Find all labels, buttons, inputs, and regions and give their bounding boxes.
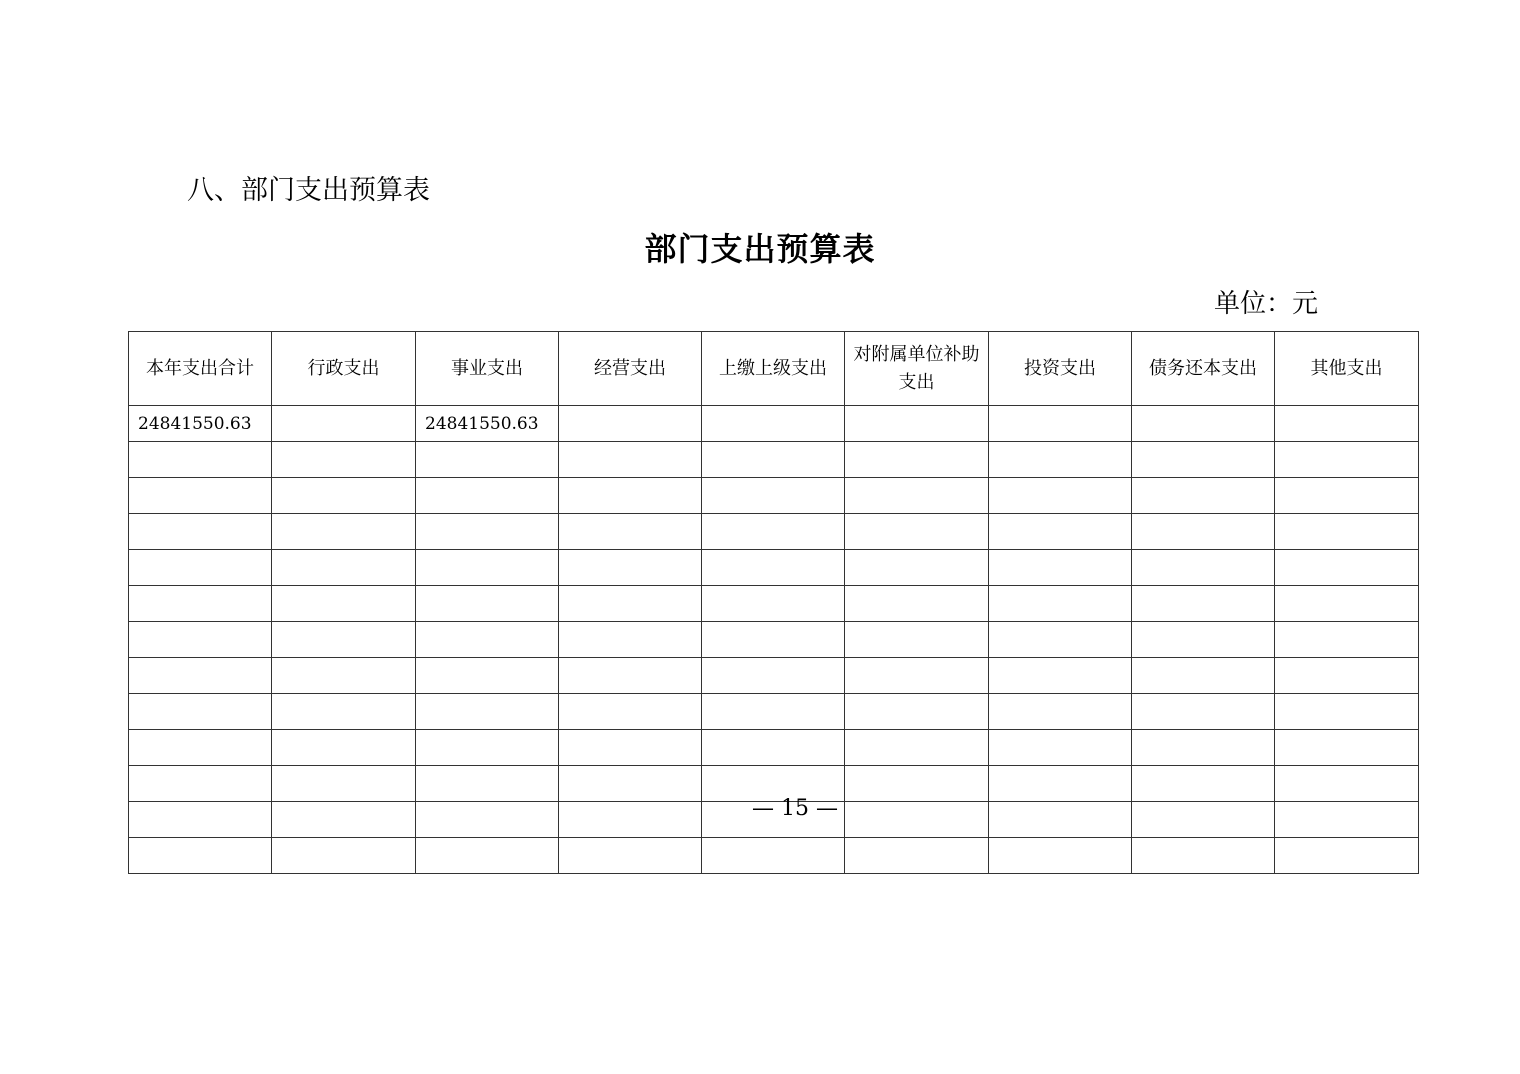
table-cell xyxy=(702,730,845,766)
table-cell xyxy=(845,838,989,874)
table-cell xyxy=(1132,766,1275,802)
table-cell xyxy=(1275,442,1419,478)
table-row xyxy=(129,622,1419,658)
table-cell xyxy=(272,694,416,730)
table-row xyxy=(129,838,1419,874)
table-cell xyxy=(129,838,272,874)
table-cell xyxy=(989,694,1132,730)
table-cell xyxy=(845,478,989,514)
header-administrative-expenditure: 行政支出 xyxy=(272,332,416,406)
table-cell xyxy=(559,730,702,766)
table-cell xyxy=(702,694,845,730)
table-row xyxy=(129,658,1419,694)
table-cell xyxy=(989,622,1132,658)
table-cell xyxy=(989,478,1132,514)
table-cell xyxy=(1132,406,1275,442)
table-cell xyxy=(129,730,272,766)
header-payment-to-superior: 上缴上级支出 xyxy=(702,332,845,406)
table-cell xyxy=(845,442,989,478)
table-cell xyxy=(1275,586,1419,622)
table-cell xyxy=(702,586,845,622)
table-header-row xyxy=(129,332,1419,406)
header-total-expenditure: 本年支出合计 xyxy=(129,332,272,406)
table-row xyxy=(129,442,1419,478)
table-cell xyxy=(129,514,272,550)
table-cell xyxy=(1275,838,1419,874)
table-cell xyxy=(416,694,559,730)
table-cell xyxy=(559,586,702,622)
table-cell xyxy=(272,730,416,766)
budget-table xyxy=(128,331,1419,874)
table-cell xyxy=(702,406,845,442)
table-cell xyxy=(989,766,1132,802)
table-cell xyxy=(416,442,559,478)
table-cell xyxy=(989,514,1132,550)
table-cell xyxy=(1132,442,1275,478)
table-cell xyxy=(559,766,702,802)
table-cell xyxy=(1275,694,1419,730)
page-number: — 15 — xyxy=(752,796,838,821)
table-cell xyxy=(272,442,416,478)
table-cell xyxy=(129,550,272,586)
table-cell xyxy=(272,586,416,622)
section-heading: 八、部门支出预算表 xyxy=(187,175,430,206)
table-cell xyxy=(1275,658,1419,694)
header-other-expenditure: 其他支出 xyxy=(1275,332,1419,406)
table-cell xyxy=(1132,730,1275,766)
table-row xyxy=(129,406,1419,442)
table-cell xyxy=(1275,514,1419,550)
table-cell xyxy=(702,514,845,550)
table-cell xyxy=(845,802,989,838)
table-cell xyxy=(416,730,559,766)
table-cell xyxy=(416,658,559,694)
table-cell xyxy=(989,838,1132,874)
table-cell xyxy=(559,802,702,838)
table-cell xyxy=(702,478,845,514)
table-cell xyxy=(1132,514,1275,550)
table-cell xyxy=(845,766,989,802)
table-cell xyxy=(845,586,989,622)
table-cell xyxy=(272,658,416,694)
table-cell xyxy=(845,658,989,694)
table-row xyxy=(129,694,1419,730)
table-cell xyxy=(559,406,702,442)
table-cell xyxy=(989,586,1132,622)
table-cell xyxy=(416,766,559,802)
table-cell xyxy=(1275,406,1419,442)
header-debt-principal-repayment: 债务还本支出 xyxy=(1132,332,1275,406)
table-cell xyxy=(416,802,559,838)
table-cell xyxy=(702,658,845,694)
table-cell xyxy=(416,622,559,658)
table-cell xyxy=(559,442,702,478)
header-operating-expenditure: 经营支出 xyxy=(559,332,702,406)
table-row xyxy=(129,586,1419,622)
table-row xyxy=(129,766,1419,802)
table-cell xyxy=(845,622,989,658)
header-investment-expenditure: 投资支出 xyxy=(989,332,1132,406)
table-cell xyxy=(272,838,416,874)
table-cell xyxy=(1275,730,1419,766)
table-title: 部门支出预算表 xyxy=(644,230,876,268)
table-cell: 24841550.63 xyxy=(129,406,272,442)
table-cell xyxy=(989,406,1132,442)
table-cell xyxy=(129,586,272,622)
table-cell xyxy=(129,478,272,514)
table-cell xyxy=(1275,766,1419,802)
header-institutional-expenditure: 事业支出 xyxy=(416,332,559,406)
table-cell xyxy=(702,802,845,838)
table-cell xyxy=(559,514,702,550)
table-cell xyxy=(845,514,989,550)
header-subsidy-to-affiliates: 对附属单位补助支出 xyxy=(845,332,989,406)
table-cell xyxy=(702,622,845,658)
table-cell xyxy=(272,622,416,658)
table-cell xyxy=(989,730,1132,766)
table-body xyxy=(129,406,1419,874)
table-row xyxy=(129,478,1419,514)
table-cell xyxy=(559,694,702,730)
table-cell xyxy=(272,478,416,514)
table-cell xyxy=(1275,622,1419,658)
table-cell xyxy=(702,838,845,874)
table-cell xyxy=(1132,478,1275,514)
table-cell xyxy=(129,766,272,802)
table-cell xyxy=(272,550,416,586)
table-cell xyxy=(129,658,272,694)
table-cell xyxy=(702,550,845,586)
table-cell xyxy=(416,838,559,874)
table-row xyxy=(129,514,1419,550)
table-cell xyxy=(702,766,845,802)
table-cell xyxy=(702,442,845,478)
table-cell xyxy=(416,478,559,514)
table-row xyxy=(129,730,1419,766)
table-cell xyxy=(559,622,702,658)
table-cell xyxy=(272,766,416,802)
table-row xyxy=(129,802,1419,838)
table-cell xyxy=(272,802,416,838)
table-cell xyxy=(989,658,1132,694)
table-cell xyxy=(1275,802,1419,838)
table-cell xyxy=(989,550,1132,586)
table-cell xyxy=(559,838,702,874)
table-cell xyxy=(1132,622,1275,658)
unit-label: 单位：元 xyxy=(1214,289,1319,319)
table-cell xyxy=(1132,802,1275,838)
table-cell: 24841550.63 xyxy=(416,406,559,442)
table-cell xyxy=(559,550,702,586)
table-cell xyxy=(845,694,989,730)
table-row xyxy=(129,550,1419,586)
table-cell xyxy=(1132,838,1275,874)
table-cell xyxy=(272,406,416,442)
table-cell xyxy=(129,802,272,838)
table-cell xyxy=(989,442,1132,478)
table-cell xyxy=(129,694,272,730)
table-cell xyxy=(416,514,559,550)
table-cell xyxy=(559,478,702,514)
table-cell xyxy=(129,622,272,658)
table-cell xyxy=(989,802,1132,838)
table-cell xyxy=(272,514,416,550)
table-cell xyxy=(559,658,702,694)
table-cell xyxy=(1275,550,1419,586)
table-cell xyxy=(845,406,989,442)
table-cell xyxy=(845,730,989,766)
table-cell xyxy=(845,550,989,586)
table-cell xyxy=(1275,478,1419,514)
table-cell xyxy=(416,550,559,586)
table-cell xyxy=(1132,658,1275,694)
table-cell xyxy=(129,442,272,478)
table-cell xyxy=(1132,550,1275,586)
table-cell xyxy=(1132,694,1275,730)
table-cell xyxy=(1132,586,1275,622)
table-cell xyxy=(416,586,559,622)
